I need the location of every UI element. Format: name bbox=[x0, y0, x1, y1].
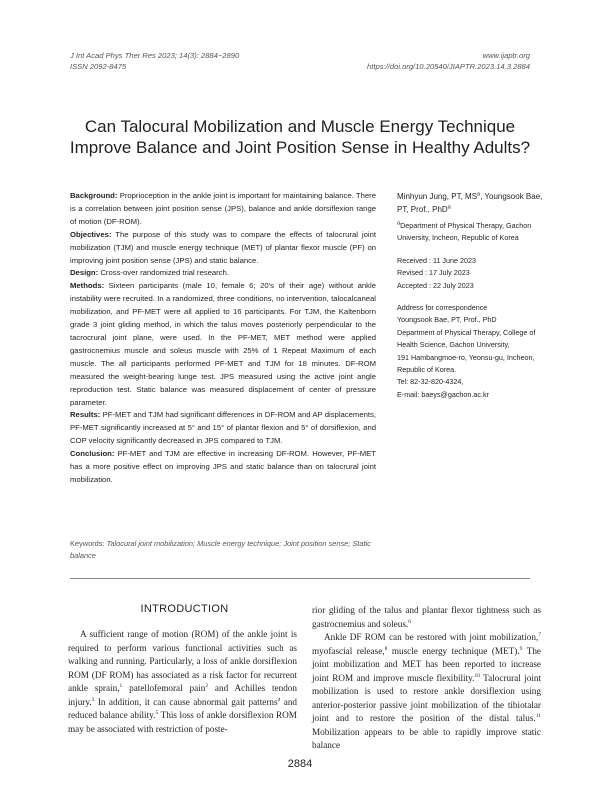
affiliation bbox=[397, 220, 547, 245]
affiliation-text: Department of Physical Therapy, Gachon University, Incheon, Republic of Korea bbox=[397, 221, 532, 243]
conclusion-text: PF-MET and TJM are effective in increasing DF-ROM. However, PF-MET has a more positive effect on improving JPS and static balance than on talocrural joint mobilization. bbox=[70, 449, 376, 484]
abstract bbox=[70, 190, 376, 487]
citation-ref: 6 bbox=[408, 618, 411, 625]
abstract-methods bbox=[70, 280, 376, 409]
author-2: , Youngsook Bae, PT, Prof., PhD bbox=[397, 192, 543, 214]
received-date: Received : 11 June 2023 bbox=[397, 255, 476, 265]
title-line-1: Can Talocural Mobilization and Muscle Energy Technique bbox=[84, 117, 516, 136]
background-label: Background: bbox=[70, 191, 118, 200]
section-divider bbox=[70, 578, 530, 579]
abstract-objectives bbox=[70, 229, 376, 268]
text-run: rior gliding of the talus and plantar flexor tightness such as gastrocnemius and soleus. bbox=[312, 605, 541, 629]
revised-date: Revised : 17 July 2023 bbox=[397, 268, 470, 278]
citation-ref: 11 bbox=[535, 712, 541, 719]
citation-ref: 10 bbox=[474, 672, 480, 679]
objectives-text: The purpose of this study was to compare the effects of talocrural joint mobilization (TJM) and muscle energy technique (MET) of plantar flexor muscle (PF) on improving joint position sense (JPS) and static balance. bbox=[70, 229, 376, 265]
journal-citation bbox=[70, 50, 239, 72]
abstract-design bbox=[70, 267, 376, 280]
correspondence-department: Department of Physical Therapy, College of Health Science, Gachon University, bbox=[397, 327, 536, 350]
text-run: myofascial release, bbox=[312, 645, 385, 656]
text-run: and reduced balance ability. bbox=[68, 696, 298, 720]
keywords bbox=[70, 538, 390, 562]
author-list bbox=[397, 190, 547, 216]
citation-ref: 5 bbox=[155, 709, 159, 716]
results-label: Results: bbox=[70, 410, 101, 420]
text-run: Talocrural joint mobilization is used to restore ankle dorsiflexion using anterior-posterior passive joint mobilization of the tibiotalar joint and to restore the position of the distal talus. bbox=[312, 672, 541, 723]
accepted-date: Accepted : 22 July 2023 bbox=[397, 280, 474, 290]
text-run: patellofemoral pain bbox=[122, 683, 206, 693]
issn: ISSN 2092-8475 bbox=[70, 62, 127, 71]
author-2-affil: a bbox=[447, 204, 451, 211]
affiliation-marker: a bbox=[397, 220, 401, 227]
keywords-text: Talocural joint mobilization; Muscle energy technique; Joint position sense; Static balance bbox=[70, 539, 371, 560]
text-run: This loss of ankle dorsiflexion ROM may be associated with restriction of poste- bbox=[68, 710, 297, 734]
citation-ref: 3 bbox=[91, 696, 95, 703]
correspondence-name: Youngsook Bae, PT, Prof., PhD bbox=[397, 315, 497, 325]
objectives-label: Objectives: bbox=[70, 229, 112, 239]
citation-ref: 9 bbox=[519, 645, 523, 652]
body-column-right bbox=[312, 604, 541, 753]
journal-name: J Int Acad Phys Ther Res 2023; 14(3): 2884~2890 bbox=[70, 51, 240, 60]
journal-links bbox=[367, 50, 530, 72]
article-title bbox=[60, 116, 540, 158]
text-run: and Achilles tendon injury. bbox=[68, 683, 297, 707]
author-1-affil: a bbox=[477, 191, 481, 198]
text-run: muscle energy technique (MET). bbox=[387, 645, 520, 656]
abstract-conclusion bbox=[70, 448, 376, 487]
page-number: 2884 bbox=[287, 758, 313, 770]
citation-ref: 2 bbox=[205, 682, 209, 689]
citation-ref: 4 bbox=[277, 696, 281, 703]
citation-ref: 1 bbox=[119, 682, 123, 689]
correspondence-email[interactable]: E-mail: baeys@gachon.ac.kr bbox=[397, 389, 489, 399]
design-text: Cross-over randomized trial research. bbox=[98, 268, 229, 278]
methods-text: Sixteen participants (male 10, female 6; 20's of their age) without ankle instability were recruited. In a randomized, three conditions, no intervention, talocalcaneal mobilization, and PF-MET were all applied to 16 participants. For TJM, the Kaltenborn grade 3 joint gliding method, in which the talus moves posteriorly perpendicular to the tacrocrural joint plane, were used. In the PF-MET, MET method were applied gastrocnemius muscle and soleus muscle with 25% of 1 Repeat Maximum of each muscle. The all participants performed PF-MET and TJM for 18 minutes. DF-ROM measured the weight-bearing lunge test. JPS measured using the active joint angle reproduction test. Static balance was measured displacement of center of pressure parameter. bbox=[70, 281, 376, 407]
citation-ref: 8 bbox=[384, 645, 388, 652]
doi-link[interactable]: https://doi.org/10.20540/JIAPTR.2023.14.3.2884 bbox=[367, 62, 530, 71]
text-run: Ankle DF ROM can be restored with joint mobilization, bbox=[324, 632, 539, 642]
intro-paragraph-1 bbox=[68, 628, 297, 736]
methods-label: Methods: bbox=[70, 281, 105, 291]
results-text: PF-MET and TJM had significant differences in DF-ROM and AP displacements, PF-MET significantly increased at 5° and 15° of plantar flexion and 5° of dorsiflexion, and COP velocity significantly decreased in JPS compared to TJM. bbox=[70, 410, 376, 446]
title-line-2: Improve Balance and Joint Position Sense in Healthy Adults? bbox=[69, 138, 531, 157]
section-heading-introduction: INTRODUCTION bbox=[140, 603, 229, 615]
keywords-label: Keywords: bbox=[70, 539, 105, 548]
design-label: Design: bbox=[70, 268, 99, 278]
intro-paragraph-2 bbox=[312, 631, 541, 753]
abstract-background bbox=[70, 190, 376, 229]
correspondence-address: 191 Hambangmoe-ro, Yeonsu-gu, Incheon, Republic of Korea. bbox=[397, 352, 535, 375]
text-run: Mobilization appears to be able to rapidly improve static balance bbox=[312, 726, 541, 750]
author-1: Minhyun Jung, PT, MS bbox=[397, 192, 478, 201]
correspondence-label: Address for correspondence bbox=[397, 303, 488, 313]
text-run: In addition, it can cause abnormal gait patterns bbox=[94, 696, 278, 707]
citation-ref: 7 bbox=[538, 631, 541, 638]
background-text: Proprioception in the ankle joint is important for maintaining balance. There is a correlation between joint position sense (JPS), balance and ankle dorsiflexion range of motion (DF-ROM). bbox=[70, 191, 376, 226]
intro-paragraph-1-cont bbox=[312, 604, 541, 631]
website-link[interactable]: www.ijaptr.org bbox=[482, 51, 530, 60]
abstract-results bbox=[70, 409, 376, 448]
text-run: The joint mobilization and MET has been reported to increase joint ROM and improve muscle flexibility. bbox=[312, 645, 541, 683]
text-run: A sufficient range of motion (ROM) of the ankle joint is required to perform various functional activities such as walking and running. Particularly, a loss of ankle dorsiflexion ROM (DF ROM) has associated as a risk factor for recurrent ankle sprain, bbox=[68, 629, 297, 693]
correspondence-tel: Tel: 82-32-820-4324, bbox=[397, 377, 464, 387]
article-info-sidebar bbox=[397, 190, 547, 401]
conclusion-label: Conclusion: bbox=[70, 449, 115, 459]
body-column-left bbox=[68, 628, 297, 736]
